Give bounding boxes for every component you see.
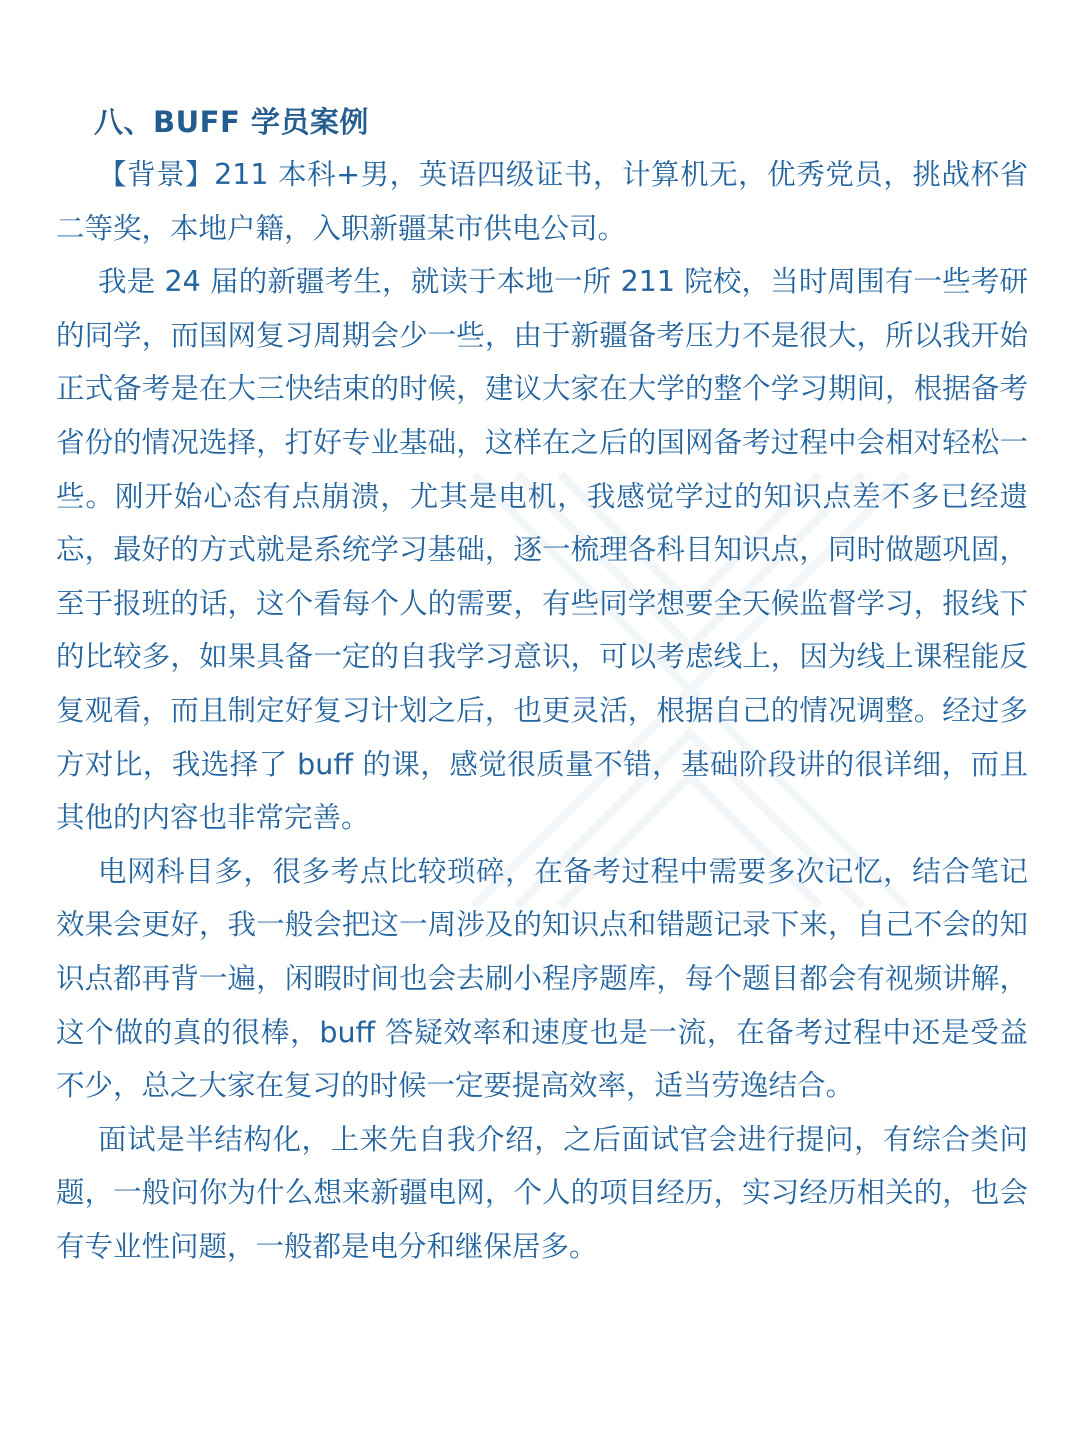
section-heading: 八、BUFF 学员案例 — [94, 105, 369, 139]
background-text: 211 本科+男，英语四级证书，计算机无，优秀党员，挑战杯省二等奖，本地户籍，入职新疆某市供电公司。 — [56, 158, 1028, 245]
body-paragraph: 面试是半结构化，上来先自我介绍，之后面试官会进行提问，有综合类问题，一般问你为什么想来新疆电网，个人的项目经历，实习经历相关的，也会有专业性问题，一般都是电分和继保居多。 — [56, 1122, 1028, 1263]
background-label: 【背景】 — [98, 158, 215, 191]
body-paragraph: 我是 24 届的新疆考生，就读于本地一所 211 院校，当时周围有一些考研的同学，而国网复习周期会少一些，由于新疆备考压力不是很大，所以我开始正式备考是在大三快结束的时候，建议大家在大学的整个学习期间，根据备考省份的情况选择，打好专业基础，这样在之后的国网备考过程中会相对轻松一些。刚开始心态有点崩溃，尤其是电机，我感觉学过的知识点差不多已经遗忘，最好的方式就是系统学习基础，逐一梳理各科目知识点，同时做题巩固，至于报班的话，这个看每个人的需要，有些同学想要全天候监督学习，报线下的比较多，如果具备一定的自我学习意识，可以考虑线上，因为线上课程能反复观看，而且制定好复习计划之后，也更灵活，根据自己的情况调整。经过多方对比，我选择了 buff 的课，感觉很质量不错，基础阶段讲的很详细，而且其他的内容也非常完善。 — [56, 265, 1028, 835]
body-paragraph: 电网科目多，很多考点比较琐碎，在备考过程中需要多次记忆，结合笔记效果会更好，我一般会把这一周涉及的知识点和错题记录下来，自己不会的知识点都再背一遍，闲暇时间也会去刷小程序题库，每个题目都会有视频讲解，这个做的真的很棒，buff 答疑效率和速度也是一流，在备考过程中还是受益不少，总之大家在复习的时候一定要提高效率，适当劳逸结合。 — [56, 854, 1028, 1103]
article-body — [56, 96, 1028, 1273]
background-paragraph — [56, 148, 1028, 255]
